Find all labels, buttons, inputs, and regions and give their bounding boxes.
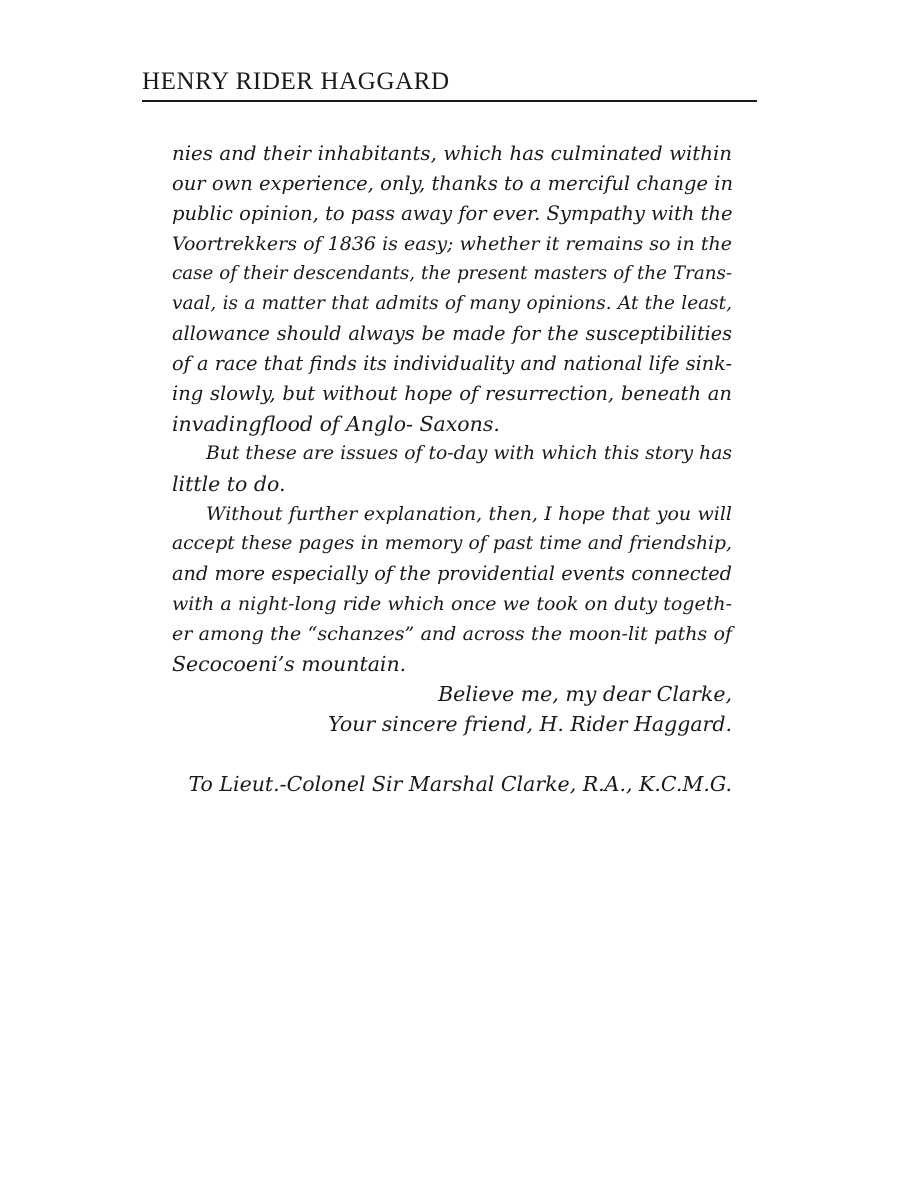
letter-closing: [172, 679, 732, 739]
text-line: and more especially of the providential events connected: [172, 562, 732, 585]
text-line: Without further explanation, then, I hope that you will: [206, 503, 732, 525]
text-line: with a night-long ride which once we took on duty togeth-: [172, 593, 732, 615]
text-line: nies and their inhabitants, which has culminated within: [172, 142, 732, 165]
text-line: case of their descendants, the present masters of the Trans-: [172, 263, 732, 284]
text-line: little to do.: [172, 472, 286, 496]
text-line: vaal, is a matter that admits of many opinions. At the least,: [172, 293, 732, 314]
closing-signature: Your sincere friend, H. Rider Haggard.: [328, 712, 732, 736]
text-line: public opinion, to pass away for ever. Sympathy with the: [172, 202, 733, 225]
text-line: But these are issues of to-day with which this story has: [206, 443, 732, 464]
text-line: allowance should always be made for the susceptibilities: [172, 322, 732, 345]
body-text: [172, 139, 732, 799]
header-rule: [142, 100, 757, 102]
paragraph: [172, 439, 732, 499]
text-line: er among the “schanzes” and across the moon-lit paths of: [172, 623, 732, 645]
closing-salutation: Believe me, my dear Clarke,: [438, 682, 732, 706]
paragraph: [172, 499, 732, 679]
running-head-title: HENRY RIDER HAGGARD: [142, 68, 450, 95]
text-line: invadingflood of Anglo- Saxons.: [172, 412, 500, 436]
text-line: accept these pages in memory of past time and friendship,: [172, 533, 732, 554]
text-line: our own experience, only, thanks to a merciful change in: [172, 172, 734, 195]
text-line: Voortrekkers of 1836 is easy; whether it remains so in the: [172, 233, 732, 255]
text-line: of a race that finds its individuality and national life sink-: [172, 352, 732, 375]
dedication-line: To Lieut.-Colonel Sir Marshal Clarke, R.A., K.C.M.G.: [188, 772, 732, 796]
text-line: ing slowly, but without hope of resurrection, beneath an: [172, 382, 732, 405]
text-line: Secocoeni’s mountain.: [172, 652, 407, 676]
paragraph: [172, 139, 732, 439]
